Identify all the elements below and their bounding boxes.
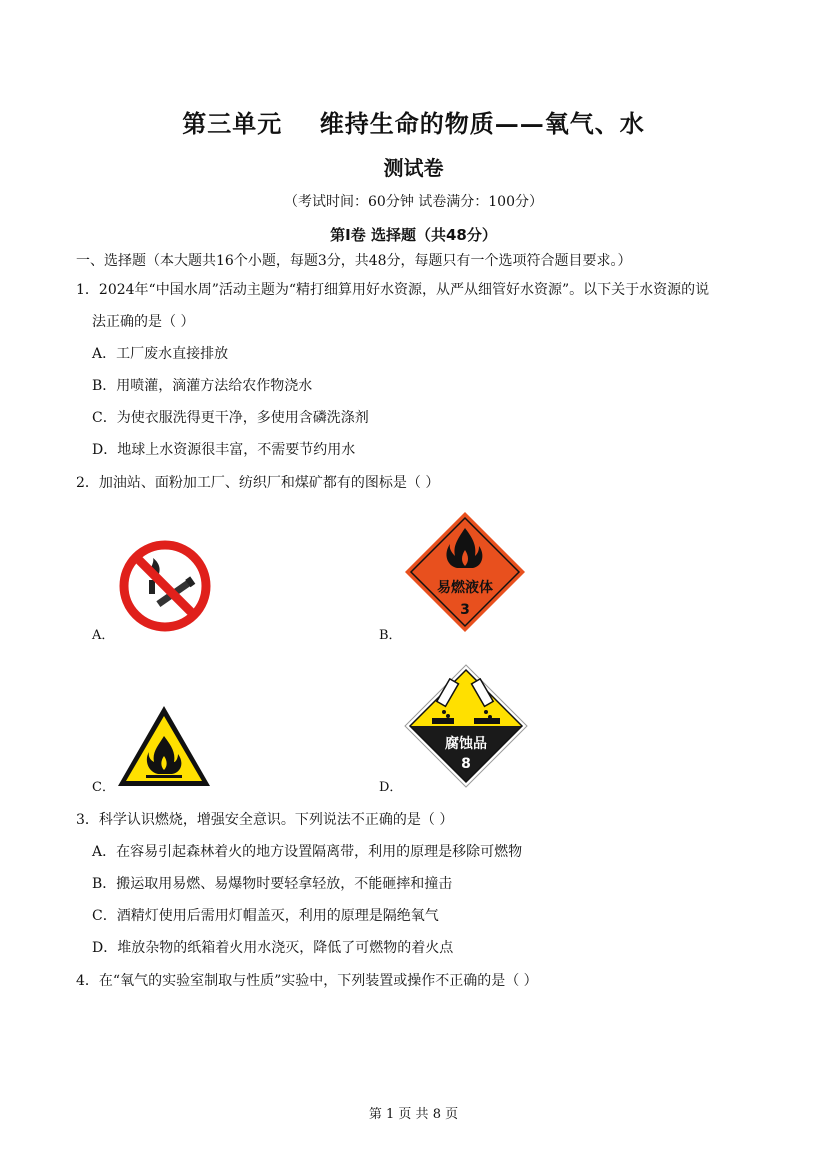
corrosive-text: 腐蚀品 — [445, 736, 487, 752]
section-title: 第Ⅰ卷 选择题（共48分） — [330, 226, 497, 244]
flammable-liquid-number: 3 — [460, 602, 470, 618]
exam-info: （考试时间：60分钟 试卷满分：100分） — [284, 194, 543, 210]
question-2-stem: 2．加油站、面粉加工厂、纺织厂和煤矿都有的图标是（ ） — [76, 475, 440, 491]
question-1-option-b: B．用喷灌，滴灌方法给农作物浇水 — [92, 378, 313, 394]
question-1-stem: 1．2024年“中国水周”活动主题为“精打细算用好水资源，从严从细管好水资源”。以下关于水资源的说 — [76, 282, 710, 298]
question-1-stem-cont: 法正确的是（ ） — [92, 314, 195, 330]
question-2-option-d-label: D． — [379, 780, 403, 795]
page-subtitle: 测试卷 — [383, 156, 444, 180]
flammable-liquid-text: 易燃液体 — [437, 580, 493, 596]
instructions: 一、选择题（本大题共16个小题，每题3分，共48分，每题只有一个选项符合题目要求。） — [76, 253, 632, 269]
page-footer: 第 1 页 共 8 页 — [368, 1107, 459, 1122]
question-1-option-d: D．地球上水资源很丰富，不需要节约用水 — [92, 442, 356, 458]
flammable-warning-icon — [116, 704, 212, 788]
question-1-option-a: A．工厂废水直接排放 — [92, 346, 229, 362]
question-4-stem: 4．在“氧气的实验室制取与性质”实验中，下列装置或操作不正确的是（ ） — [76, 973, 538, 989]
question-3-option-b: B．搬运取用易燃、易爆物时要轻拿轻放，不能砸摔和撞击 — [92, 876, 453, 892]
question-2-option-a-label: A． — [92, 628, 115, 643]
no-fire-icon — [117, 538, 213, 634]
question-3-option-c: C．酒精灯使用后需用灯帽盖灭，利用的原理是隔绝氧气 — [92, 908, 439, 924]
page-title: 第三单元 维持生命的物质——氧气、水 — [182, 109, 645, 138]
question-1-option-c: C．为使衣服洗得更干净，多使用含磷洗涤剂 — [92, 410, 369, 426]
question-3-option-d: D．堆放杂物的纸箱着火用水浇灭，降低了可燃物的着火点 — [92, 940, 454, 956]
question-3-option-a: A．在容易引起森林着火的地方设置隔离带，利用的原理是移除可燃物 — [92, 844, 523, 860]
flammable-liquid-icon — [403, 510, 527, 634]
corrosive-icon — [404, 664, 528, 788]
question-2-option-c-label: C． — [92, 780, 115, 795]
question-2-option-b-label: B． — [379, 628, 402, 643]
corrosive-number: 8 — [461, 756, 471, 772]
question-3-stem: 3．科学认识燃烧，增强安全意识。下列说法不正确的是（ ） — [76, 812, 454, 828]
